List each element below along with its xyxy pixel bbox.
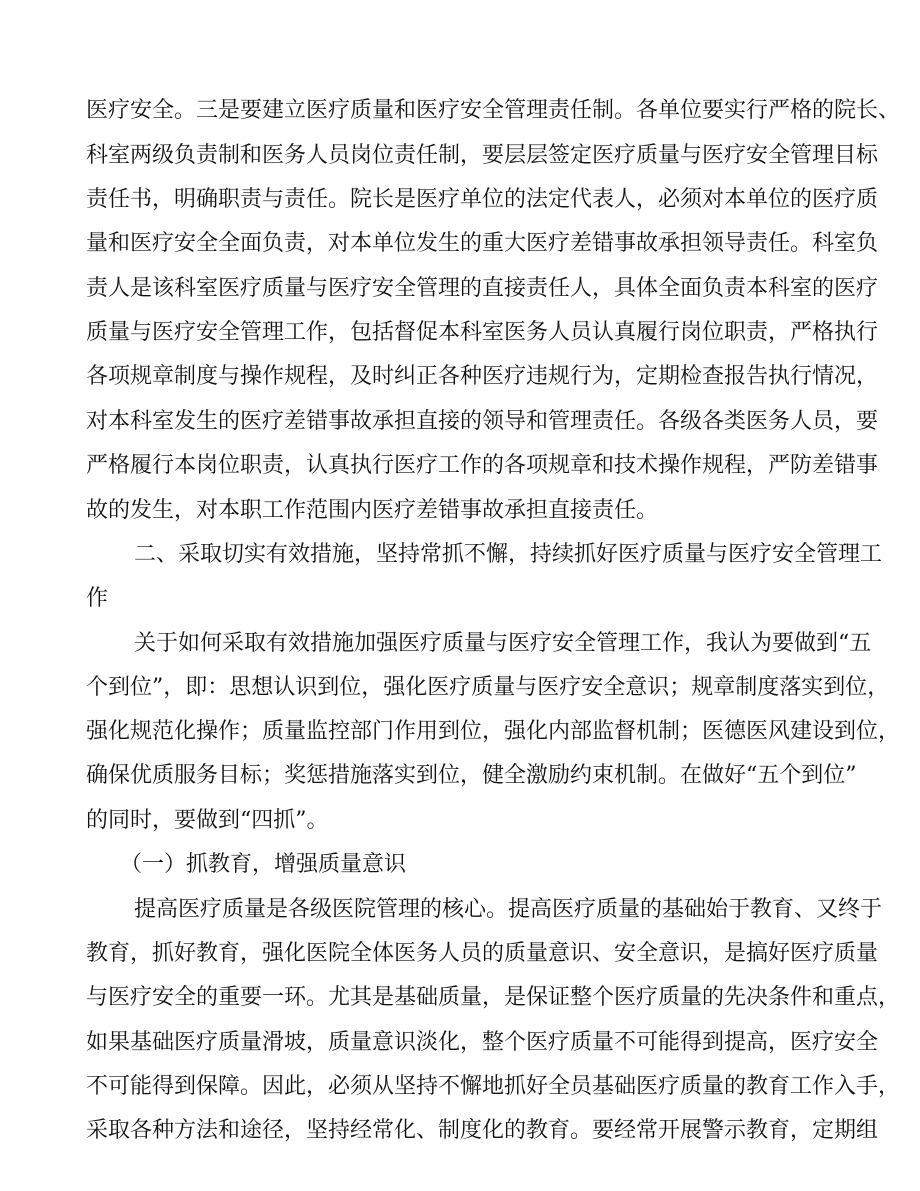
text-line: 科室两级负责制和医务人员岗位责任制，要层层签定医疗质量与医疗安全管理目标 <box>86 143 879 168</box>
text-line: 的同时，要做到“四抓”。 <box>86 808 329 833</box>
text-line: 对本科室发生的医疗差错事故承担直接的领导和管理责任。各级各类医务人员，要 <box>86 409 879 434</box>
section-heading: 二、采取切实有效措施，坚持常抓不懈，持续抓好医疗质量与医疗安全管理工 <box>134 542 883 567</box>
text-line: 采取各种方法和途径，坚持经常化、制度化的教育。要经常开展警示教育，定期组 <box>86 1118 879 1143</box>
text-line: 强化规范化操作；质量监控部门作用到位，强化内部监督机制；医德医风建设到位， <box>86 719 901 744</box>
section-heading-cont: 作 <box>86 586 109 611</box>
text-line: 量和医疗安全全面负责，对本单位发生的重大医疗差错事故承担领导责任。科室负 <box>86 231 879 256</box>
text-line: 医疗安全。三是要建立医疗质量和医疗安全管理责任制。各单位要实行严格的院长、 <box>86 98 901 123</box>
text-line: 故的发生，对本职工作范围内医疗差错事故承担直接责任。 <box>86 498 659 523</box>
text-line: 不可能得到保障。因此，必须从坚持不懈地抓好全员基础医疗质量的教育工作入手， <box>86 1074 901 1099</box>
text-line: 个到位”，即：思想认识到位，强化医疗质量与医疗安全意识；规章制度落实到位， <box>86 675 890 700</box>
text-line: 确保优质服务目标；奖惩措施落实到位，健全激励约束机制。在做好“五个到位” <box>86 763 857 788</box>
text-line: 关于如何采取有效措施加强医疗质量与医疗安全管理工作，我认为要做到“五 <box>134 631 872 656</box>
text-line: 与医疗安全的重要一环。尤其是基础质量，是保证整个医疗质量的先决条件和重点， <box>86 985 901 1010</box>
text-line: 提高医疗质量是各级医院管理的核心。提高医疗质量的基础始于教育、又终于 <box>134 897 883 922</box>
subsection-heading: （一）抓教育，增强质量意识 <box>120 852 407 877</box>
text-line: 责人是该科室医疗质量与医疗安全管理的直接责任人，具体全面负责本科室的医疗 <box>86 276 879 301</box>
text-line: 如果基础医疗质量滑坡，质量意识淡化，整个医疗质量不可能得到提高，医疗安全 <box>86 1030 879 1055</box>
text-line: 责任书，明确职责与责任。院长是医疗单位的法定代表人，必须对本单位的医疗质 <box>86 187 879 212</box>
text-line: 质量与医疗安全管理工作，包括督促本科室医务人员认真履行岗位职责，严格执行 <box>86 320 879 345</box>
text-line: 教育，抓好教育，强化医院全体医务人员的质量意识、安全意识，是搞好医疗质量 <box>86 941 879 966</box>
text-line: 严格履行本岗位职责，认真执行医疗工作的各项规章和技术操作规程，严防差错事 <box>86 453 879 478</box>
text-line: 各项规章制度与操作规程，及时纠正各种医疗违规行为，定期检查报告执行情况， <box>86 364 879 389</box>
